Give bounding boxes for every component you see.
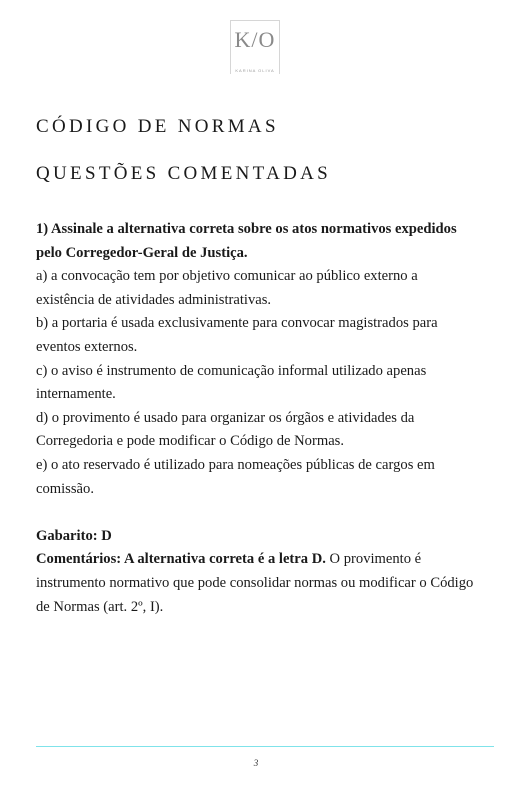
page-number: 3 [253,758,259,768]
page-subtitle: QUESTÕES COMENTADAS [36,163,331,184]
question-block [36,218,476,619]
answer-comment [36,548,476,619]
brand-logo [230,20,280,74]
answer-key: Gabarito: D [36,527,112,544]
option-d: d) o provimento é usado para organizar os órgãos e atividades da Corregedoria e pode modificar o Código de Normas. [36,409,415,450]
comment-body: O provimento é instrumento normativo que pode consolidar normas ou modificar o Código de Normas (art. 2º, I). [36,551,474,615]
spacer [36,501,476,525]
logo-monogram: K/O [234,27,276,52]
footer-divider [36,746,494,747]
option-a: a) a convocação tem por objetivo comunicar ao público externo a existência de atividades administrativas. [36,268,418,308]
comment-lead: Comentários: A alternativa correta é a letra D. [36,551,326,568]
question-prompt: 1) Assinale a alternativa correta sobre os atos normativos expedidos pelo Corregedor-Geral de Justiça. [36,221,457,261]
option-b: b) a portaria é usada exclusivamente para convocar magistrados para eventos externos. [36,315,438,355]
option-c: c) o aviso é instrumento de comunicação informal utilizado apenas internamente. [36,362,427,403]
page-title: CÓDIGO DE NORMAS [36,116,279,137]
logo-subtitle: KARINA OLIVA [231,68,279,74]
option-e: e) o ato reservado é utilizado para nomeações públicas de cargos em comissão. [36,456,435,497]
